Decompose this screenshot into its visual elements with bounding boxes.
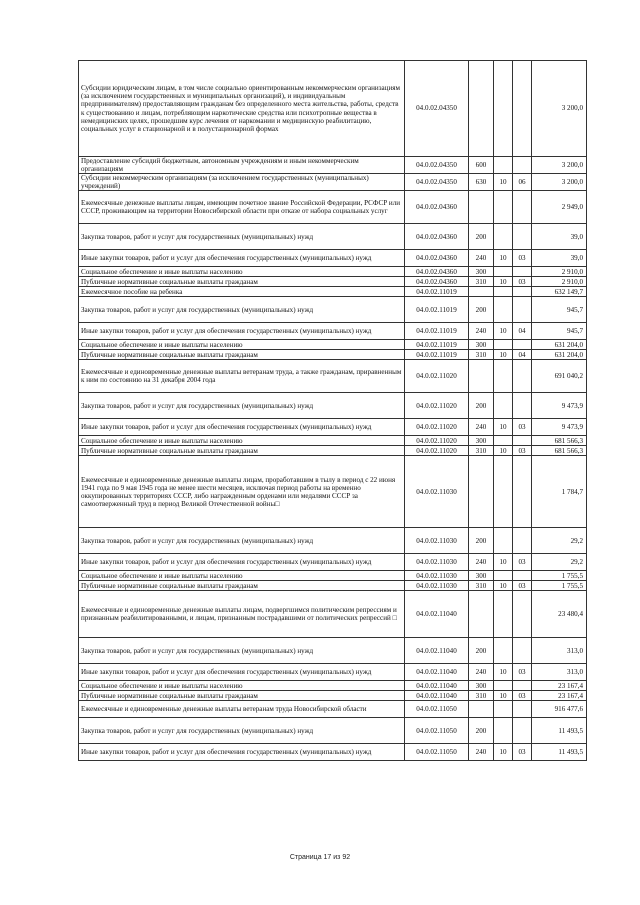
row-subsection bbox=[513, 287, 532, 297]
row-name: Ежемесячные и единовременные денежные выплаты лицам, подвергшимся политическим репрессиям и признанным реабилитированными, и лицам, признанным пострадавшими от политических репрессий □ bbox=[79, 591, 405, 638]
row-target-code: 04.0.02.04360 bbox=[405, 277, 469, 287]
row-section bbox=[494, 528, 513, 554]
row-amount: 9 473,9 bbox=[532, 393, 587, 419]
row-expense-type: 200 bbox=[469, 528, 494, 554]
row-name: Закупка товаров, работ и услуг для государственных (муниципальных) нужд bbox=[79, 224, 405, 250]
row-target-code: 04.0.02.04360 bbox=[405, 224, 469, 250]
row-section bbox=[494, 157, 513, 174]
row-subsection bbox=[513, 393, 532, 419]
table-row bbox=[79, 340, 587, 350]
row-name: Закупка товаров, работ и услуг для государственных (муниципальных) нужд bbox=[79, 393, 405, 419]
row-amount: 23 167,4 bbox=[532, 681, 587, 691]
row-section: 10 bbox=[494, 174, 513, 191]
table-row bbox=[79, 718, 587, 744]
row-expense-type: 600 bbox=[469, 157, 494, 174]
row-expense-type: 240 bbox=[469, 419, 494, 436]
row-expense-type: 240 bbox=[469, 323, 494, 340]
row-target-code: 04.0.02.11020 bbox=[405, 419, 469, 436]
row-section: 10 bbox=[494, 446, 513, 456]
row-section: 10 bbox=[494, 664, 513, 681]
row-name: Иные закупки товаров, работ и услуг для обеспечения государственных (муниципальных) нужд bbox=[79, 744, 405, 761]
row-section: 10 bbox=[494, 419, 513, 436]
row-section: 10 bbox=[494, 277, 513, 287]
row-amount: 1 755,5 bbox=[532, 571, 587, 581]
row-section: 10 bbox=[494, 250, 513, 267]
row-section bbox=[494, 191, 513, 224]
row-amount: 39,0 bbox=[532, 224, 587, 250]
row-expense-type: 310 bbox=[469, 277, 494, 287]
row-subsection bbox=[513, 436, 532, 446]
row-name: Социальное обеспечение и иные выплаты населению bbox=[79, 340, 405, 350]
row-name: Закупка товаров, работ и услуг для государственных (муниципальных) нужд bbox=[79, 297, 405, 323]
row-section bbox=[494, 718, 513, 744]
row-target-code: 04.0.02.11050 bbox=[405, 744, 469, 761]
row-name: Публичные нормативные социальные выплаты гражданам bbox=[79, 446, 405, 456]
row-section bbox=[494, 297, 513, 323]
table-row bbox=[79, 554, 587, 571]
row-expense-type bbox=[469, 456, 494, 528]
row-target-code: 04.0.02.11040 bbox=[405, 681, 469, 691]
page-footer: Страница 17 из 92 bbox=[289, 854, 351, 861]
table-row bbox=[79, 350, 587, 360]
row-subsection: 04 bbox=[513, 350, 532, 360]
row-section bbox=[494, 393, 513, 419]
row-subsection bbox=[513, 61, 532, 157]
row-expense-type: 200 bbox=[469, 393, 494, 419]
row-name: Социальное обеспечение и иные выплаты населению bbox=[79, 267, 405, 277]
row-subsection: 03 bbox=[513, 446, 532, 456]
row-name: Ежемесячные денежные выплаты лицам, имеющим почетное звание Российской Федерации, РСФСР или СССР, проживающим на территории Новосибирской области при отказе от набора социальных услуг bbox=[79, 191, 405, 224]
row-section bbox=[494, 591, 513, 638]
row-expense-type bbox=[469, 360, 494, 393]
row-target-code: 04.0.02.11019 bbox=[405, 297, 469, 323]
row-target-code: 04.0.02.11050 bbox=[405, 701, 469, 718]
row-expense-type: 200 bbox=[469, 297, 494, 323]
row-expense-type: 630 bbox=[469, 174, 494, 191]
row-subsection bbox=[513, 360, 532, 393]
row-target-code: 04.0.02.04350 bbox=[405, 157, 469, 174]
row-subsection: 04 bbox=[513, 323, 532, 340]
row-expense-type: 240 bbox=[469, 554, 494, 571]
row-subsection: 03 bbox=[513, 554, 532, 571]
table-row bbox=[79, 744, 587, 761]
table-row bbox=[79, 419, 587, 436]
row-amount: 945,7 bbox=[532, 297, 587, 323]
row-target-code: 04.0.02.11030 bbox=[405, 554, 469, 571]
row-name: Социальное обеспечение и иные выплаты населению bbox=[79, 436, 405, 446]
row-subsection bbox=[513, 681, 532, 691]
row-name: Публичные нормативные социальные выплаты гражданам bbox=[79, 581, 405, 591]
table-row bbox=[79, 174, 587, 191]
row-name: Публичные нормативные социальные выплаты гражданам bbox=[79, 277, 405, 287]
row-name: Субсидии некоммерческим организациям (за исключением государственных (муниципальных) учреждений) bbox=[79, 174, 405, 191]
row-amount: 29,2 bbox=[532, 528, 587, 554]
row-subsection bbox=[513, 297, 532, 323]
table-row bbox=[79, 436, 587, 446]
row-target-code: 04.0.02.11030 bbox=[405, 571, 469, 581]
row-amount: 3 200,0 bbox=[532, 61, 587, 157]
row-target-code: 04.0.02.04350 bbox=[405, 61, 469, 157]
row-subsection: 06 bbox=[513, 174, 532, 191]
row-expense-type: 300 bbox=[469, 571, 494, 581]
row-subsection bbox=[513, 528, 532, 554]
row-name: Социальное обеспечение и иные выплаты населению bbox=[79, 571, 405, 581]
row-amount: 2 910,0 bbox=[532, 277, 587, 287]
row-section: 10 bbox=[494, 554, 513, 571]
row-target-code: 04.0.02.11019 bbox=[405, 323, 469, 340]
row-expense-type: 300 bbox=[469, 340, 494, 350]
budget-table bbox=[78, 60, 587, 761]
row-subsection bbox=[513, 718, 532, 744]
row-target-code: 04.0.02.04350 bbox=[405, 174, 469, 191]
row-target-code: 04.0.02.11040 bbox=[405, 638, 469, 664]
row-name: Социальное обеспечение и иные выплаты населению bbox=[79, 681, 405, 691]
row-amount: 2 910,0 bbox=[532, 267, 587, 277]
row-expense-type: 200 bbox=[469, 224, 494, 250]
row-subsection: 03 bbox=[513, 744, 532, 761]
table-row bbox=[79, 456, 587, 528]
table-row bbox=[79, 61, 587, 157]
row-name: Иные закупки товаров, работ и услуг для обеспечения государственных (муниципальных) нужд bbox=[79, 419, 405, 436]
table-row bbox=[79, 393, 587, 419]
table-row bbox=[79, 591, 587, 638]
row-section bbox=[494, 224, 513, 250]
row-amount: 631 204,0 bbox=[532, 350, 587, 360]
row-name: Предоставление субсидий бюджетным, автономным учреждениям и иным некоммерческим организациям bbox=[79, 157, 405, 174]
row-subsection: 03 bbox=[513, 419, 532, 436]
row-expense-type bbox=[469, 591, 494, 638]
table-row bbox=[79, 360, 587, 393]
row-subsection bbox=[513, 701, 532, 718]
row-subsection bbox=[513, 456, 532, 528]
row-amount: 916 477,6 bbox=[532, 701, 587, 718]
row-target-code: 04.0.02.04360 bbox=[405, 250, 469, 267]
row-name: Иные закупки товаров, работ и услуг для обеспечения государственных (муниципальных) нужд bbox=[79, 250, 405, 267]
row-expense-type: 200 bbox=[469, 638, 494, 664]
row-subsection bbox=[513, 591, 532, 638]
row-expense-type: 240 bbox=[469, 664, 494, 681]
row-name: Ежемесячные и единовременные денежные выплаты лицам, проработавшим в тылу в период с 22 июня 1941 года по 9 мая 1945 года не менее шести месяцев, исключая период работы на временно оккупированных территориях СССР, либо награжденным орденами или медалями СССР за самоотверженный труд в период Великой Отечественной войны□ bbox=[79, 456, 405, 528]
row-section bbox=[494, 456, 513, 528]
row-target-code: 04.0.02.11040 bbox=[405, 664, 469, 681]
row-section bbox=[494, 681, 513, 691]
row-target-code: 04.0.02.11020 bbox=[405, 360, 469, 393]
row-section bbox=[494, 267, 513, 277]
row-expense-type bbox=[469, 61, 494, 157]
row-subsection: 03 bbox=[513, 691, 532, 701]
row-subsection bbox=[513, 224, 532, 250]
row-section bbox=[494, 360, 513, 393]
row-amount: 691 040,2 bbox=[532, 360, 587, 393]
row-amount: 29,2 bbox=[532, 554, 587, 571]
row-target-code: 04.0.02.11040 bbox=[405, 691, 469, 701]
table-row bbox=[79, 664, 587, 681]
row-expense-type: 300 bbox=[469, 436, 494, 446]
row-section: 10 bbox=[494, 581, 513, 591]
row-subsection bbox=[513, 638, 532, 664]
row-subsection bbox=[513, 571, 532, 581]
row-expense-type: 300 bbox=[469, 267, 494, 277]
row-section bbox=[494, 436, 513, 446]
row-amount: 23 167,4 bbox=[532, 691, 587, 701]
table-row bbox=[79, 638, 587, 664]
row-amount: 632 149,7 bbox=[532, 287, 587, 297]
row-name: Иные закупки товаров, работ и услуг для обеспечения государственных (муниципальных) нужд bbox=[79, 323, 405, 340]
row-name: Иные закупки товаров, работ и услуг для обеспечения государственных (муниципальных) нужд bbox=[79, 554, 405, 571]
table-row bbox=[79, 323, 587, 340]
table-row bbox=[79, 297, 587, 323]
row-section: 10 bbox=[494, 744, 513, 761]
row-target-code: 04.0.02.11030 bbox=[405, 456, 469, 528]
row-target-code: 04.0.02.11019 bbox=[405, 340, 469, 350]
row-section bbox=[494, 287, 513, 297]
row-target-code: 04.0.02.04360 bbox=[405, 267, 469, 277]
row-amount: 11 493,5 bbox=[532, 718, 587, 744]
table-row bbox=[79, 691, 587, 701]
row-name: Публичные нормативные социальные выплаты гражданам bbox=[79, 350, 405, 360]
row-amount: 313,0 bbox=[532, 664, 587, 681]
row-section bbox=[494, 571, 513, 581]
row-section bbox=[494, 61, 513, 157]
row-target-code: 04.0.02.11020 bbox=[405, 446, 469, 456]
row-target-code: 04.0.02.04360 bbox=[405, 191, 469, 224]
row-subsection bbox=[513, 157, 532, 174]
table-row bbox=[79, 681, 587, 691]
row-amount: 23 480,4 bbox=[532, 591, 587, 638]
table-row bbox=[79, 224, 587, 250]
table-row bbox=[79, 581, 587, 591]
table-row bbox=[79, 157, 587, 174]
row-target-code: 04.0.02.11030 bbox=[405, 581, 469, 591]
table-row bbox=[79, 191, 587, 224]
row-expense-type: 310 bbox=[469, 446, 494, 456]
table-row bbox=[79, 446, 587, 456]
row-subsection bbox=[513, 340, 532, 350]
row-expense-type: 310 bbox=[469, 581, 494, 591]
row-section bbox=[494, 701, 513, 718]
row-target-code: 04.0.02.11030 bbox=[405, 528, 469, 554]
row-section bbox=[494, 340, 513, 350]
row-name: Закупка товаров, работ и услуг для государственных (муниципальных) нужд bbox=[79, 528, 405, 554]
row-target-code: 04.0.02.11020 bbox=[405, 436, 469, 446]
row-section bbox=[494, 638, 513, 664]
row-subsection: 03 bbox=[513, 581, 532, 591]
row-section: 10 bbox=[494, 323, 513, 340]
row-expense-type bbox=[469, 701, 494, 718]
row-amount: 1 784,7 bbox=[532, 456, 587, 528]
row-amount: 1 755,5 bbox=[532, 581, 587, 591]
row-target-code: 04.0.02.11020 bbox=[405, 393, 469, 419]
row-target-code: 04.0.02.11050 bbox=[405, 718, 469, 744]
table-row bbox=[79, 287, 587, 297]
row-expense-type: 310 bbox=[469, 350, 494, 360]
row-section: 10 bbox=[494, 350, 513, 360]
table-row bbox=[79, 267, 587, 277]
row-expense-type: 240 bbox=[469, 250, 494, 267]
budget-table-body bbox=[79, 61, 587, 761]
row-subsection bbox=[513, 191, 532, 224]
table-row bbox=[79, 701, 587, 718]
table-row bbox=[79, 571, 587, 581]
row-subsection: 03 bbox=[513, 664, 532, 681]
row-expense-type: 300 bbox=[469, 681, 494, 691]
row-name: Закупка товаров, работ и услуг для государственных (муниципальных) нужд bbox=[79, 718, 405, 744]
row-name: Публичные нормативные социальные выплаты гражданам bbox=[79, 691, 405, 701]
table-row bbox=[79, 277, 587, 287]
row-expense-type bbox=[469, 191, 494, 224]
table-row bbox=[79, 250, 587, 267]
row-amount: 11 493,5 bbox=[532, 744, 587, 761]
row-expense-type: 310 bbox=[469, 691, 494, 701]
row-expense-type bbox=[469, 287, 494, 297]
row-amount: 2 949,0 bbox=[532, 191, 587, 224]
table-row bbox=[79, 528, 587, 554]
row-amount: 313,0 bbox=[532, 638, 587, 664]
row-name: Ежемесячные и единовременные денежные выплаты ветеранам труда Новосибирской области bbox=[79, 701, 405, 718]
row-amount: 3 200,0 bbox=[532, 157, 587, 174]
row-amount: 681 566,3 bbox=[532, 436, 587, 446]
row-target-code: 04.0.02.11040 bbox=[405, 591, 469, 638]
row-target-code: 04.0.02.11019 bbox=[405, 350, 469, 360]
row-amount: 39,0 bbox=[532, 250, 587, 267]
row-amount: 3 200,0 bbox=[532, 174, 587, 191]
row-amount: 945,7 bbox=[532, 323, 587, 340]
row-name: Иные закупки товаров, работ и услуг для обеспечения государственных (муниципальных) нужд bbox=[79, 664, 405, 681]
row-expense-type: 240 bbox=[469, 744, 494, 761]
row-name: Ежемесячные и единовременные денежные выплаты ветеранам труда, а также гражданам, приравненным к ним по состоянию на 31 декабря 2004 года bbox=[79, 360, 405, 393]
row-amount: 631 204,0 bbox=[532, 340, 587, 350]
row-name: Закупка товаров, работ и услуг для государственных (муниципальных) нужд bbox=[79, 638, 405, 664]
row-subsection bbox=[513, 267, 532, 277]
row-subsection: 03 bbox=[513, 277, 532, 287]
row-name: Ежемесячное пособие на ребенка bbox=[79, 287, 405, 297]
row-amount: 681 566,3 bbox=[532, 446, 587, 456]
row-subsection: 03 bbox=[513, 250, 532, 267]
row-expense-type: 200 bbox=[469, 718, 494, 744]
row-target-code: 04.0.02.11019 bbox=[405, 287, 469, 297]
row-amount: 9 473,9 bbox=[532, 419, 587, 436]
row-section: 10 bbox=[494, 691, 513, 701]
row-name: Субсидии юридическим лицам, в том числе социально ориентированным некоммерческим организациям (за исключением государственных и муниципальных организаций), и индивидуальным предпринимателям) предоставляющим гражданам без определенного места жительства, работы, средств к существованию и лицам, потребляющим наркотические средства или психотропные вещества в немедицинских целях, прошедшим курс лечения от наркомании и медицинскую реабилитацию, социальных услуг в стационарной и в полустационарной формах bbox=[79, 61, 405, 157]
